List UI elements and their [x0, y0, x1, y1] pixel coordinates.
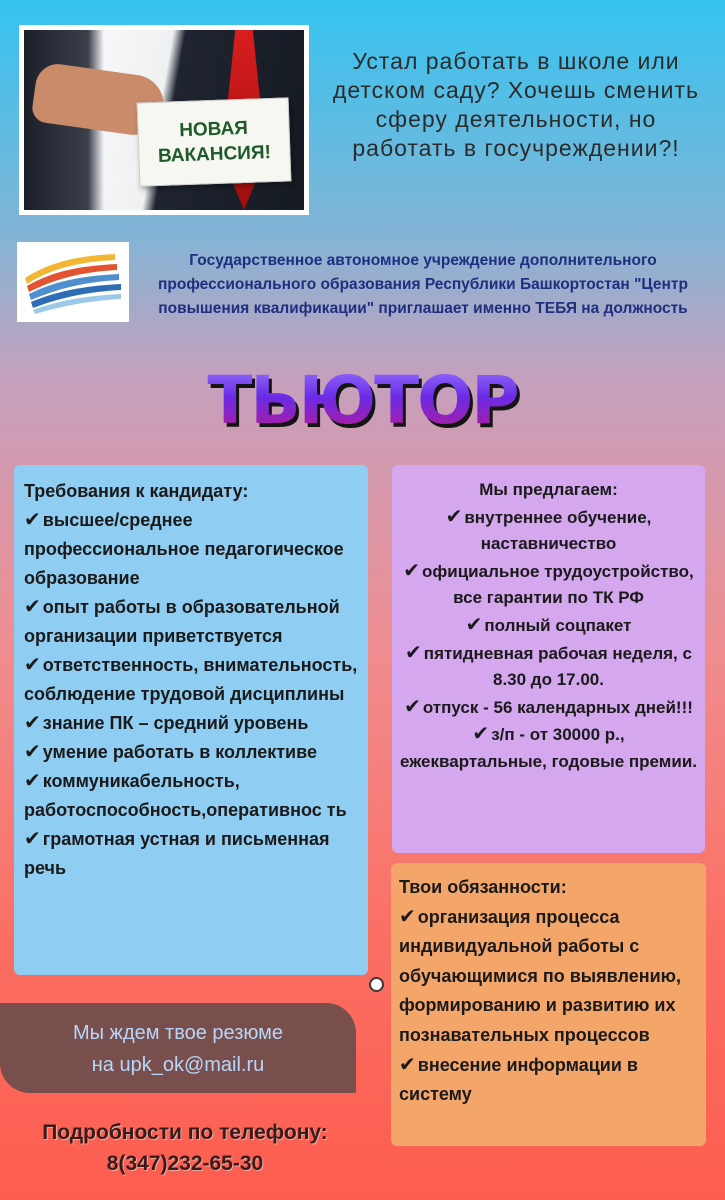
requirements-panel: [14, 465, 368, 975]
offer-heading: Мы предлагаем:: [479, 480, 618, 499]
list-item: ✔ высшее/среднее профессиональное педагогическое образование: [24, 509, 344, 588]
duties-panel: [391, 863, 706, 1146]
checkmark-icon: ✔: [24, 596, 41, 618]
list-item: ✔ внесение информации в систему: [399, 1053, 639, 1105]
checkmark-icon: ✔: [24, 741, 41, 763]
checkmark-icon: ✔: [24, 712, 41, 734]
list-item: ✔ коммуникабельность, работоспособность,оперативнос ть: [24, 770, 347, 820]
checkmark-icon: ✔: [24, 770, 41, 792]
resume-line-1: Мы ждем твое резюме: [72, 1022, 284, 1044]
resume-banner: [0, 1003, 356, 1093]
headline-question: Устал работать в школе или детском саду? Хочешь сменить сферу деятельности, но работать в госучреждении?!: [332, 48, 700, 161]
checkmark-icon: ✔: [465, 613, 483, 636]
checkmark-icon: ✔: [404, 695, 421, 718]
list-item: ✔ внутреннее обучение, наставничество: [445, 505, 652, 554]
card-line-2: ВАКАНСИЯ!: [157, 142, 272, 167]
list-item: ✔ з/п - от 30000 р., ежеквартальные, годовые премии.: [399, 723, 697, 771]
checkmark-icon: ✔: [24, 654, 41, 676]
requirements-heading: Требования к кандидату:: [24, 481, 249, 501]
list-item: ✔ пятидневная рабочая неделя, с 8.30 до 17.00.: [405, 641, 692, 690]
list-item: ✔ грамотная устная и письменная речь: [24, 828, 330, 878]
list-item: ✔ отпуск - 56 календарных дней!!!: [404, 695, 693, 718]
book-wave-logo-icon: [17, 242, 129, 322]
checkmark-icon: ✔: [445, 505, 463, 528]
checkmark-icon: ✔: [24, 509, 41, 531]
connector-dot: [369, 977, 384, 992]
duties-heading: Твои обязанности:: [399, 877, 567, 897]
photo-scene: [24, 30, 304, 210]
checkmark-icon: ✔: [405, 641, 422, 664]
phone-block: [0, 1117, 370, 1179]
list-item: ✔ умение работать в коллективе: [24, 741, 317, 763]
list-item: ✔ опыт работы в образовательной организации приветствуется: [24, 596, 340, 646]
phone-label: Подробности по телефону:: [42, 1121, 328, 1144]
resume-email[interactable]: на upk_ok@mail.ru: [91, 1054, 265, 1076]
list-item: ✔ ответственность, внимательность, соблюдение трудовой дисциплины: [24, 654, 358, 704]
list-item: ✔ организация процесса индивидуальной работы с обучающимися по выявлению, формированию и развитию их познавательных процессов: [399, 905, 682, 1045]
list-item: ✔ знание ПК – средний уровень: [24, 712, 309, 734]
checkmark-icon: ✔: [472, 723, 490, 746]
organization-logo: [17, 242, 129, 322]
offer-panel: [392, 465, 705, 853]
position-title: ТЬЮТОР: [0, 362, 725, 439]
organization-invitation: Государственное автономное учреждение дополнительного профессионального образования Республики Башкортостан "Центр повышения квалификации" приглашает именно ТЕБЯ на должность: [158, 252, 688, 317]
card-line-1: НОВАЯ: [178, 117, 249, 142]
checkmark-icon: ✔: [399, 905, 416, 928]
vacancy-photo: [19, 25, 309, 215]
checkmark-icon: ✔: [399, 1053, 416, 1076]
list-item: ✔ официальное трудоустройство, все гарантии по ТК РФ: [403, 559, 694, 608]
vacancy-card: [137, 97, 292, 186]
phone-number[interactable]: 8(347)232-65-30: [106, 1152, 264, 1175]
checkmark-icon: ✔: [403, 559, 420, 582]
checkmark-icon: ✔: [24, 828, 41, 850]
list-item: ✔ полный соцпакет: [465, 613, 632, 636]
